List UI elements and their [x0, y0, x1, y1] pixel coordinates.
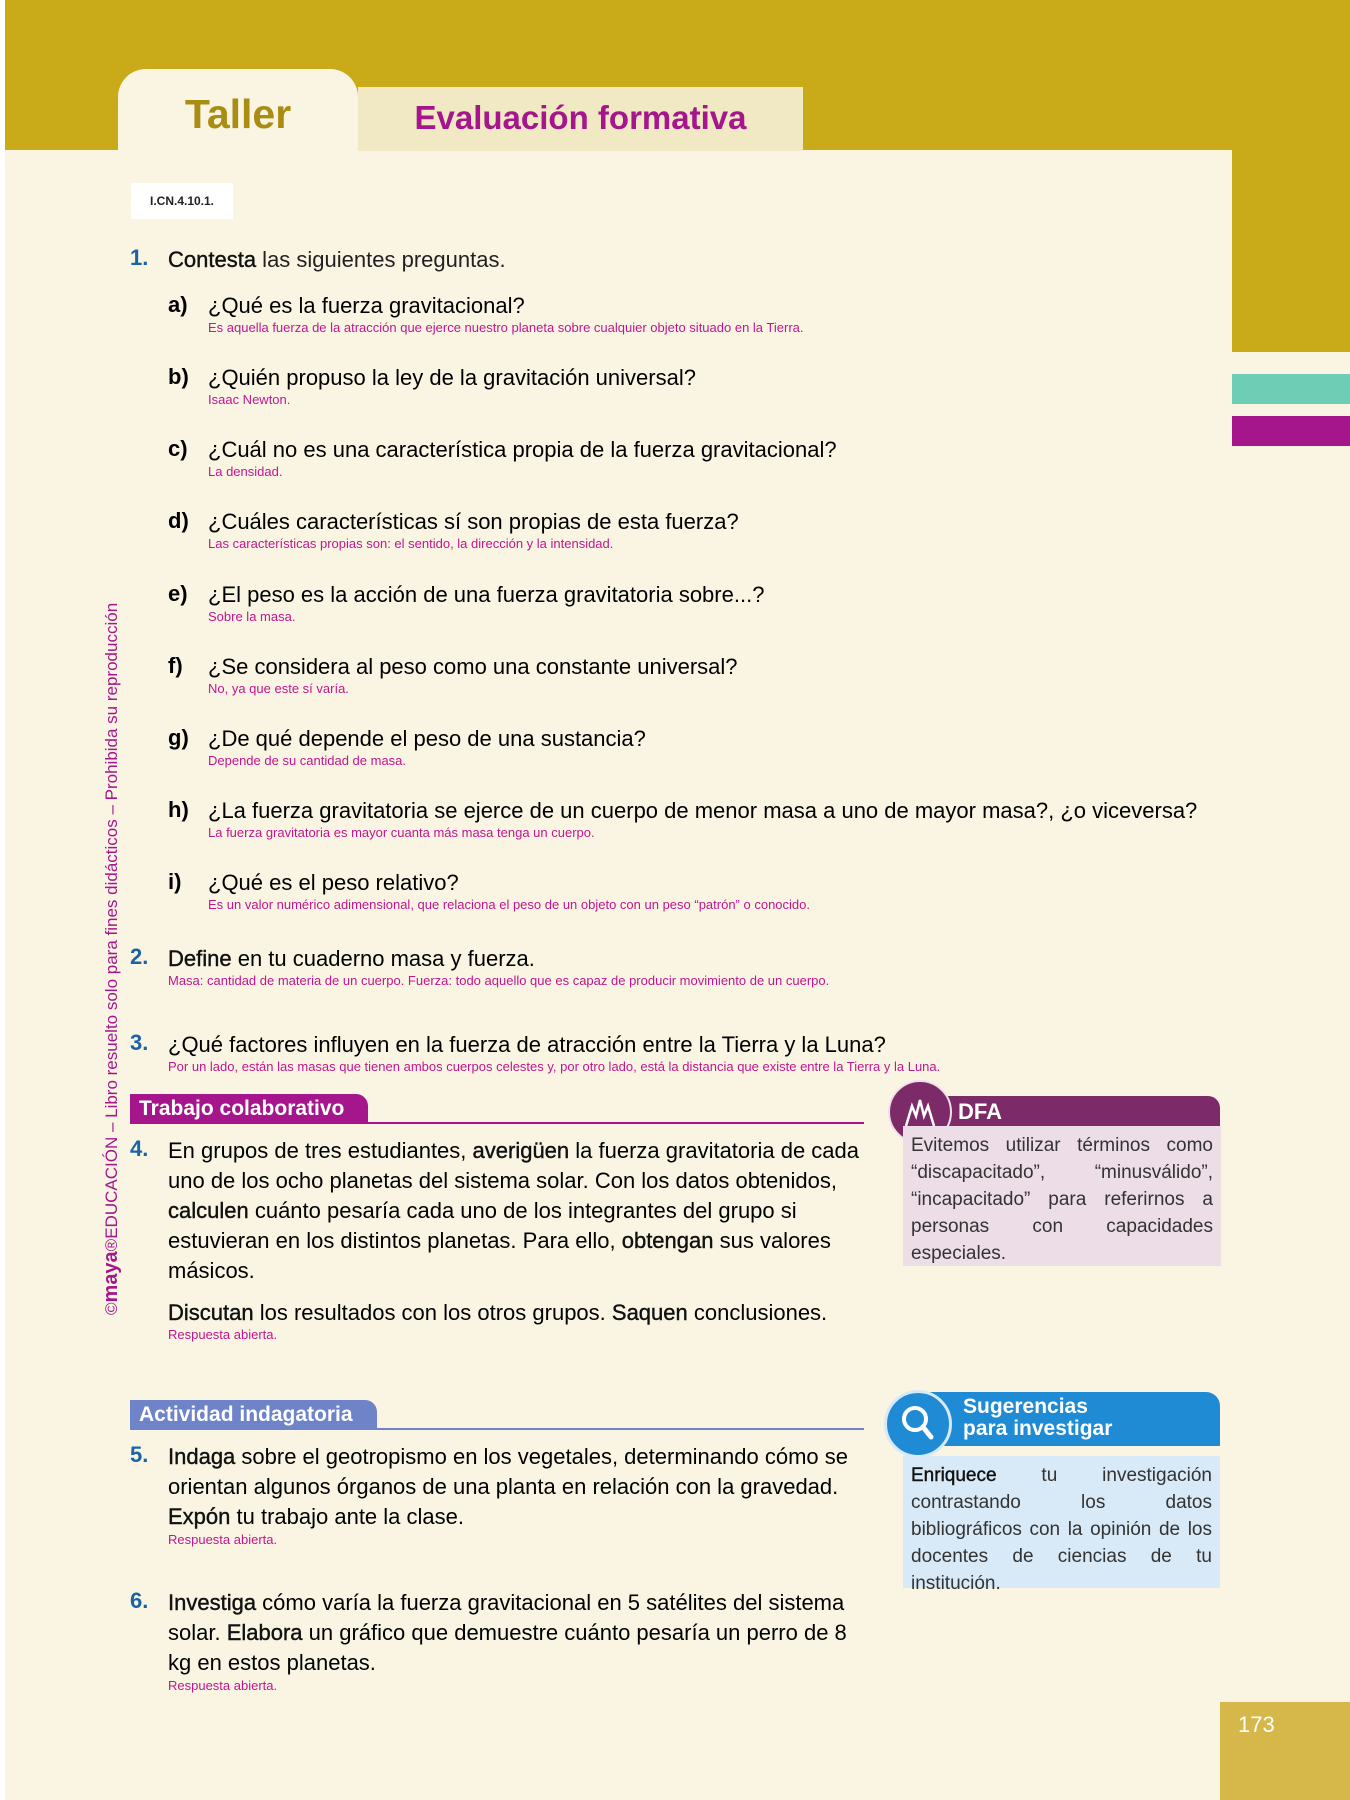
dfa-title: DFA	[958, 1099, 1002, 1124]
sub-question-text: ¿Cuáles características sí son propias de esta fuerza?	[208, 509, 739, 534]
question-number: 5.	[130, 1442, 149, 1467]
answer: Es aquella fuerza de la atracción que ejerce nuestro planeta sobre cualquier objeto situado en la Tierra.	[208, 320, 804, 335]
question-number: 6.	[130, 1588, 149, 1613]
dfa-body: Evitemos utilizar términos como “discapacitado”, “minusválido”, “incapacitado” para referirnos a personas con capacidades especiales.	[903, 1126, 1221, 1266]
sub-question	[168, 725, 1248, 769]
answer: No, ya que este sí varía.	[208, 681, 349, 696]
sub-question-letter: h)	[168, 797, 189, 822]
sub-question-text: ¿Qué es la fuerza gravitacional?	[208, 293, 525, 318]
question-number: 3.	[130, 1030, 149, 1055]
tab-taller	[118, 69, 358, 151]
answer: Las características propias son: el sentido, la dirección y la intensidad.	[208, 536, 614, 551]
answer: La fuerza gravitatoria es mayor cuanta más masa tenga un cuerpo.	[208, 825, 595, 840]
answer: Masa: cantidad de materia de un cuerpo. Fuerza: todo aquello que es capaz de producir movimiento de un cuerpo.	[168, 973, 830, 988]
question-1: 1. Contesta las siguientes preguntas.	[130, 245, 506, 272]
answer: Respuesta abierta.	[168, 1532, 278, 1547]
sugerencias-box	[884, 1390, 1220, 1594]
questions	[130, 245, 1230, 274]
sub-question-text: ¿El peso es la acción de una fuerza gravitatoria sobre...?	[208, 582, 765, 607]
trabajo-colaborativo-header: Trabajo colaborativo	[130, 1094, 864, 1124]
dfa-box	[888, 1080, 1220, 1266]
sub-question-text: ¿De qué depende el peso de una sustancia?	[208, 726, 646, 751]
sub-question-letter: e)	[168, 581, 188, 606]
answer: Isaac Newton.	[208, 392, 291, 407]
answer: Por un lado, están las masas que tienen ambos cuerpos celestes y, por otro lado, está la distancia que existe entre la Tierra y la Luna.	[168, 1059, 941, 1074]
right-margin-band	[1232, 0, 1350, 352]
question-6: 6. Investiga cómo varía la fuerza gravitacional en 5 satélites del sistema solar. Elabora un gráfico que demuestre cuánto pesaría un perro de 8 kg en estos planetas. Respuesta abierta.	[130, 1588, 870, 1694]
sub-question	[168, 436, 1248, 480]
sub-question-text: ¿Quién propuso la ley de la gravitación universal?	[208, 365, 696, 390]
brand-logo: maya	[100, 1251, 122, 1303]
sub-question-text: ¿La fuerza gravitatoria se ejerce de un cuerpo de menor masa a uno de mayor masa?, ¿o viceversa?	[208, 798, 1198, 823]
answer: Respuesta abierta.	[168, 1678, 278, 1693]
section-title: Evaluación formativa	[414, 99, 747, 136]
sub-question-letter: i)	[168, 869, 182, 894]
sub-question-letter: c)	[168, 436, 188, 461]
indicator-code: I.CN.4.10.1.	[131, 183, 233, 219]
answer: Es un valor numérico adimensional, que relaciona el peso de un objeto con un peso “patrón” o conocido.	[208, 897, 810, 912]
sub-question	[168, 581, 1248, 625]
sub-question-letter: b)	[168, 364, 189, 389]
answer: La densidad.	[208, 464, 283, 479]
sub-question-letter: d)	[168, 508, 189, 533]
teal-marker	[1232, 374, 1350, 404]
sub-question	[168, 292, 1248, 336]
sugerencias-body: Enriquece tu investigación contrastando los datos bibliográficos con la opinión de los docentes de ciencias de tu institución.	[903, 1456, 1220, 1588]
sub-question-text: ¿Se considera al peso como una constante universal?	[208, 654, 738, 679]
sub-question	[168, 653, 1248, 697]
tab-taller-label: Taller	[184, 91, 292, 137]
page-number: 173	[1220, 1702, 1350, 1800]
answer: Sobre la masa.	[208, 609, 296, 624]
question-2: 2. Define en tu cuaderno masa y fuerza. Masa: cantidad de materia de un cuerpo. Fuerza: todo aquello que es capaz de producir movimiento de un cuerpo.	[130, 944, 1130, 989]
sub-question	[168, 869, 1248, 913]
sub-question-letter: a)	[168, 292, 188, 317]
question-3: 3. ¿Qué factores influyen en la fuerza de atracción entre la Tierra y la Luna? Por un lado, están las masas que tienen ambos cuerpos celestes y, por otro lado, está la distancia que existe entre la Tierra y la Luna.	[130, 1030, 1130, 1075]
answer: Respuesta abierta.	[168, 1327, 278, 1342]
sub-question-letter: g)	[168, 725, 189, 750]
sub-question	[168, 508, 1248, 552]
question-number: 4.	[130, 1136, 149, 1161]
actividad-indagatoria-header: Actividad indagatoria	[130, 1400, 864, 1430]
sugerencias-title-1: Sugerencias	[963, 1395, 1088, 1418]
sub-question-text: ¿Cuál no es una característica propia de la fuerza gravitacional?	[208, 437, 837, 462]
sub-question-letter: f)	[168, 653, 183, 678]
question-4: 4. En grupos de tres estudiantes, averigüen la fuerza gravitatoria de cada uno de los ocho planetas del sistema solar. Con los datos obtenidos, calculen cuánto pesaría cada uno de los integrantes del grupo si estuvieran en los distintos planetas. Para ello, obtengan sus valores másicos. Discutan los resultados con los otros grupos. Saquen conclusiones. Respuesta abierta.	[130, 1136, 870, 1343]
question-number: 1.	[130, 245, 149, 270]
side-copyright-text: ©maya®EDUCACIÓN – Libro resuelto solo para fines didácticos – Prohibida su reproducción	[100, 602, 122, 1315]
sub-question-text: ¿Qué es el peso relativo?	[208, 870, 459, 895]
sub-question	[168, 797, 1248, 841]
magnifier-icon	[884, 1390, 952, 1458]
answer: Depende de su cantidad de masa.	[208, 753, 407, 768]
sugerencias-title-2: para investigar	[963, 1417, 1113, 1440]
magenta-marker	[1232, 416, 1350, 446]
section-title-tab	[358, 87, 803, 151]
question-5: 5. Indaga sobre el geotropismo en los vegetales, determinando cómo se orientan algunos órganos de una planta en relación con la gravedad. Expón tu trabajo ante la clase. Respuesta abierta.	[130, 1442, 870, 1548]
question-number: 2.	[130, 944, 149, 969]
sub-question	[168, 364, 1248, 408]
